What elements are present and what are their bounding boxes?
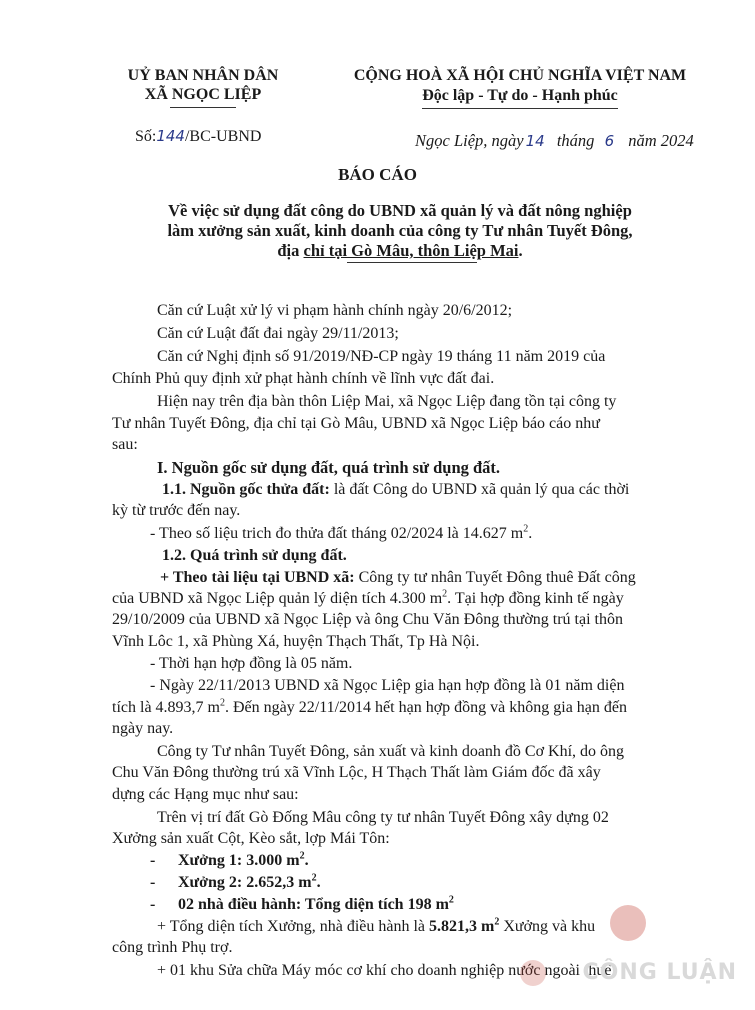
- body-text: . Tại hợp đồng kinh tế ngày: [447, 590, 624, 607]
- body-line: Chính Phủ quy định xử phạt hành chính về lĩnh vực đất đai.: [112, 370, 495, 387]
- body-text: Xưởng và khu: [499, 918, 596, 935]
- subject-line-3-end: .: [518, 241, 523, 260]
- body-text: .: [528, 525, 533, 542]
- subject-line-3-a: địa: [277, 241, 304, 260]
- bullet-dash: -: [150, 874, 156, 891]
- left-header-underline: [170, 107, 236, 108]
- body-line: Chu Văn Đông thường trú xã Vĩnh Lộc, H Thạch Thất làm Giám đốc đã xây: [112, 764, 601, 781]
- workshop-1-text: Xưởng 1: 3.000 m: [178, 852, 300, 869]
- bullet-dash: -: [150, 852, 156, 869]
- national-title: CỘNG HOÀ XÃ HỘI CHỦ NGHĨA VIỆT NAM: [353, 67, 687, 84]
- superscript: 2: [442, 588, 448, 600]
- subsection-heading-1-2: 1.2. Quá trình sử dụng đất.: [162, 547, 347, 564]
- body-text: .: [316, 874, 321, 891]
- body-line: Hiện nay trên địa bàn thôn Liệp Mai, xã Ngọc Liệp đang tồn tại công ty: [157, 393, 617, 410]
- section-heading-1: I. Nguồn gốc sử dụng đất, quá trình sử dụng đất.: [157, 458, 501, 477]
- body-text: Công ty tư nhân Tuyết Đông thuê Đất công: [354, 569, 636, 586]
- body-line: Căn cứ Luật đất đai ngày 29/11/2013;: [157, 325, 399, 342]
- subject-line-3: [0, 241, 755, 261]
- commune-name: XÃ NGỌC LIỆP: [144, 86, 262, 103]
- document-date: [415, 131, 694, 151]
- document-number: [135, 127, 261, 146]
- stamp-mark: [610, 905, 646, 941]
- body-line: 29/10/2009 của UBND xã Ngọc Liệp và ông Chu Văn Đông thường trú tại thôn: [112, 611, 623, 628]
- body-line: dựng các Hạng mục như sau:: [112, 786, 299, 803]
- body-line: [150, 523, 725, 544]
- subject-underline: [347, 262, 477, 263]
- agency-name: UỶ BAN NHÂN DÂN: [127, 67, 279, 84]
- subsection-1-1-text: là đất Công do UBND xã quản lý qua các thời: [329, 481, 630, 498]
- body-line: [162, 479, 737, 500]
- body-line: Vĩnh Lôc 1, xã Phùng Xá, huyện Thạch Thất, Tp Hà Nội.: [112, 633, 480, 650]
- total-area: 5.821,3 m: [429, 918, 495, 935]
- subsection-1-1-label: 1.1. Nguồn gốc thửa đất:: [162, 481, 330, 498]
- body-line: + 01 khu Sửa chữa Máy móc cơ khí cho doanh nghiệp nước ngoài thuê: [157, 962, 612, 979]
- date-place: Ngọc Liệp, ngày: [415, 131, 524, 150]
- body-line: sau:: [112, 436, 138, 453]
- body-line: Tư nhân Tuyết Đông, địa chỉ tại Gò Mâu, UBND xã Ngọc Liệp báo cáo như: [112, 415, 600, 432]
- body-line: - Thời hạn hợp đồng là 05 năm.: [150, 655, 353, 672]
- subject-line-3-underlined: chỉ tại Gò Mâu, thôn Liệp Mai: [303, 241, 519, 260]
- body-text: của UBND xã Ngọc Liệp quản lý diện tích 4.300 m: [112, 590, 443, 607]
- document-title: BÁO CÁO: [338, 165, 417, 184]
- body-line: kỳ từ trước đến nay.: [112, 502, 241, 519]
- office-text: 02 nhà điều hành: Tổng diện tích 198 m: [178, 896, 449, 913]
- superscript: 2: [219, 697, 225, 709]
- subject-line-1: Về việc sử dụng đất công do UBND xã quản lý và đất nông nghiệp: [168, 201, 632, 220]
- body-line: ngày nay.: [112, 720, 174, 737]
- body-line: Công ty Tư nhân Tuyết Đông, sản xuất và kinh doanh đồ Cơ Khí, do ông: [157, 743, 625, 760]
- body-line: Căn cứ Nghị định số 91/2019/NĐ-CP ngày 19 tháng 11 năm 2019 của: [157, 348, 606, 365]
- superscript: 2: [299, 850, 305, 862]
- body-line: [112, 697, 687, 718]
- body-line: Xưởng sản xuất Cột, Kèo sắt, lợp Mái Tôn:: [112, 830, 390, 847]
- body-text: .: [304, 852, 309, 869]
- body-line: Trên vị trí đất Gò Đống Mâu công ty tư nhân Tuyết Đông xây dựng 02: [157, 809, 609, 826]
- body-line: [112, 588, 687, 609]
- source-label: + Theo tài liệu tại UBND xã:: [160, 569, 355, 586]
- body-text: - Theo số liệu trich đo thửa đất tháng 02/2024 là 14.627 m: [150, 525, 524, 542]
- workshop-2-item: [150, 872, 725, 893]
- body-line: - Ngày 22/11/2013 UBND xã Ngọc Liệp gia hạn hợp đồng là 01 năm diện: [150, 677, 625, 694]
- superscript: 2: [523, 523, 529, 535]
- right-header-underline: [422, 108, 618, 109]
- body-line: [160, 567, 735, 588]
- number-suffix: /BC-UBND: [184, 128, 262, 145]
- superscript: 2: [311, 872, 317, 884]
- date-year: năm 2024: [628, 131, 694, 150]
- workshop-1-item: [150, 850, 725, 871]
- watermark-logo: CÔNG LUẬN: [582, 960, 737, 985]
- body-text: . Đến ngày 22/11/2014 hết hạn hợp đồng và không gia hạn đến: [224, 699, 627, 716]
- date-month-label: tháng: [556, 131, 595, 150]
- stamp-mark: [520, 960, 546, 986]
- date-day: 14: [525, 132, 545, 150]
- bullet-dash: -: [150, 896, 156, 913]
- subject-line-2: làm xưởng sản xuất, kinh doanh của công ty Tư nhân Tuyết Đông,: [167, 221, 633, 240]
- body-line: Căn cứ Luật xử lý vi phạm hành chính ngày 20/6/2012;: [157, 302, 513, 319]
- national-motto: Độc lập - Tự do - Hạnh phúc: [422, 87, 618, 104]
- workshop-2-text: Xưởng 2: 2.652,3 m: [178, 874, 312, 891]
- superscript: 2: [448, 894, 454, 906]
- number-prefix: Số:: [135, 128, 157, 145]
- superscript: 2: [494, 916, 500, 928]
- date-month: 6: [604, 132, 615, 150]
- number-handwritten: 144: [156, 127, 185, 145]
- body-line: công trình Phụ trợ.: [112, 939, 233, 956]
- body-text: tích là 4.893,7 m: [112, 699, 220, 716]
- body-text: + Tổng diện tích Xưởng, nhà điều hành là: [157, 918, 430, 935]
